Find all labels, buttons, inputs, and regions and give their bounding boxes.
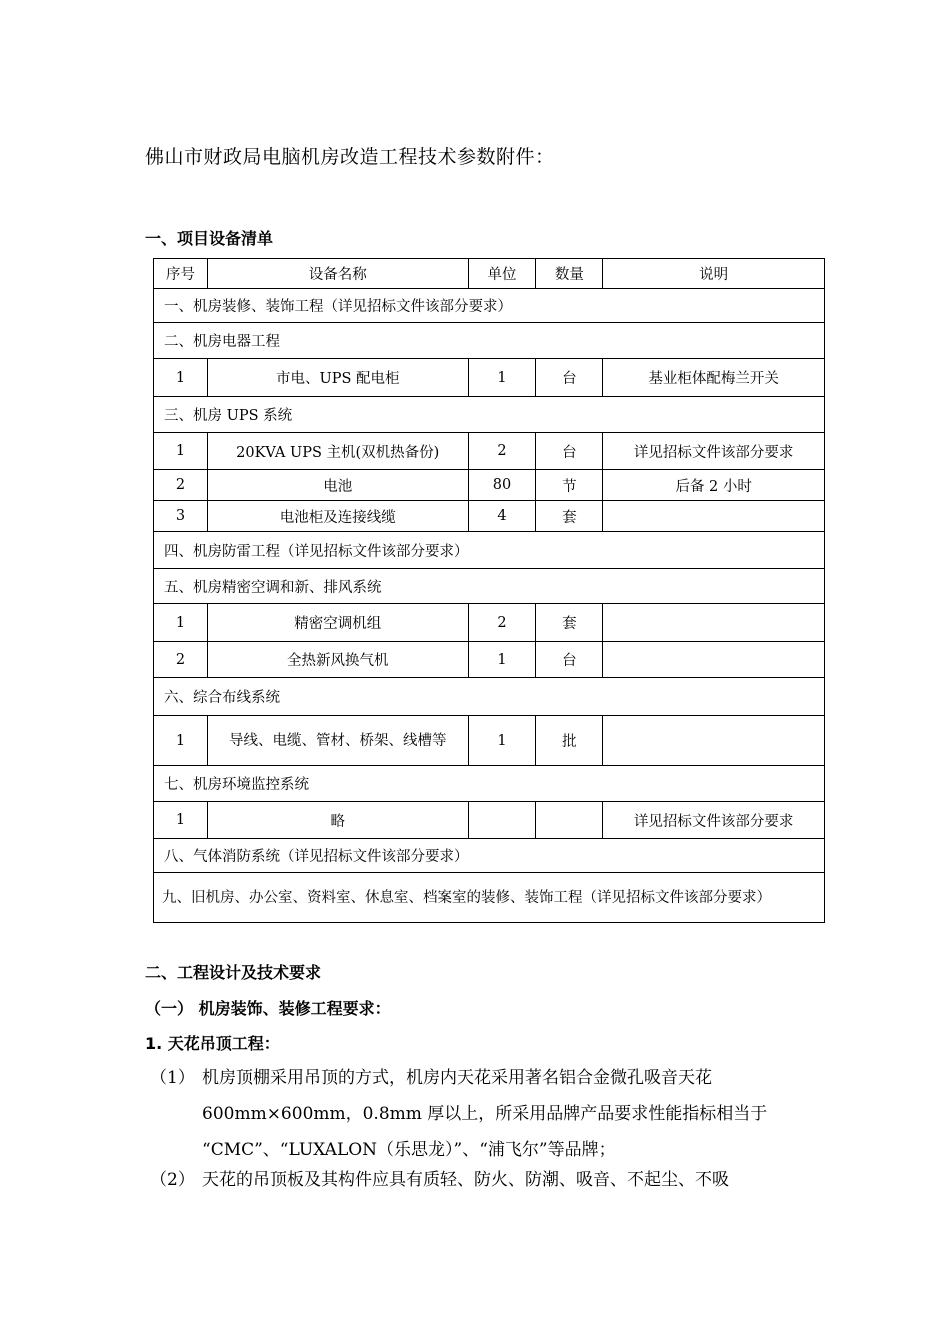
- subsection-heading-ceiling: 1. 天花吊顶工程：: [145, 1034, 280, 1053]
- cell-unit: 1: [468, 359, 536, 397]
- section-row-text: 六、综合布线系统: [154, 678, 825, 716]
- cell-quantity: 套: [536, 501, 603, 532]
- cell-unit: 2: [468, 433, 536, 470]
- header-description: 说明: [603, 259, 825, 289]
- paragraph-number: （2）: [150, 1170, 195, 1190]
- table-row: [154, 359, 825, 397]
- cell-quantity: [536, 802, 603, 839]
- cell-index: 2: [154, 470, 208, 501]
- cell-index: 1: [154, 604, 208, 642]
- table-row: [154, 716, 825, 766]
- table-header-row: [154, 259, 825, 289]
- cell-description: 后备 2 小时: [603, 470, 825, 501]
- table-section-row: [154, 678, 825, 716]
- table-section-row: [154, 766, 825, 802]
- section-row-text: 一、机房装修、装饰工程（详见招标文件该部分要求）: [154, 289, 825, 323]
- cell-quantity: 批: [536, 716, 603, 766]
- paragraph-line: “CMC”、“LUXALON（乐思龙）”、“浦飞尔”等品牌；: [202, 1140, 616, 1160]
- cell-unit: 1: [468, 716, 536, 766]
- cell-description: 基业柜体配梅兰开关: [603, 359, 825, 397]
- table-section-row: [154, 873, 825, 923]
- cell-description: [603, 716, 825, 766]
- table-row: [154, 501, 825, 532]
- cell-name: 全热新风换气机: [207, 642, 468, 678]
- cell-name: 略: [207, 802, 468, 839]
- header-unit: 单位: [468, 259, 536, 289]
- cell-description: 详见招标文件该部分要求: [603, 433, 825, 470]
- subsection-heading-decoration: （一） 机房装饰、装修工程要求：: [145, 999, 391, 1018]
- paragraph-line: 天花的吊顶板及其构件应具有质轻、防火、防潮、吸音、不起尘、不吸: [202, 1170, 729, 1190]
- table-section-row: [154, 289, 825, 323]
- cell-unit: 2: [468, 604, 536, 642]
- header-index: 序号: [154, 259, 208, 289]
- cell-description: [603, 642, 825, 678]
- cell-unit: [468, 802, 536, 839]
- table-row: [154, 604, 825, 642]
- cell-description: [603, 604, 825, 642]
- cell-description: [603, 501, 825, 532]
- cell-name: 市电、UPS 配电柜: [207, 359, 468, 397]
- cell-index: 1: [154, 433, 208, 470]
- equipment-table: [153, 258, 825, 923]
- table-section-row: [154, 323, 825, 359]
- cell-index: 1: [154, 716, 208, 766]
- table-row: [154, 642, 825, 678]
- cell-quantity: 台: [536, 359, 603, 397]
- section-row-text: 七、机房环境监控系统: [154, 766, 825, 802]
- cell-unit: 80: [468, 470, 536, 501]
- section-heading-equipment-list: 一、项目设备清单: [145, 229, 274, 248]
- table-section-row: [154, 839, 825, 873]
- table-row: [154, 470, 825, 501]
- cell-name: 精密空调机组: [207, 604, 468, 642]
- section-row-text: 三、机房 UPS 系统: [154, 397, 825, 433]
- cell-name: 20KVA UPS 主机(双机热备份): [207, 433, 468, 470]
- cell-quantity: 台: [536, 433, 603, 470]
- cell-index: 1: [154, 802, 208, 839]
- header-quantity: 数量: [536, 259, 603, 289]
- cell-index: 2: [154, 642, 208, 678]
- header-name: 设备名称: [207, 259, 468, 289]
- cell-quantity: 节: [536, 470, 603, 501]
- table-section-row: [154, 397, 825, 433]
- paragraph-line: 600mm×600mm，0.8mm 厚以上，所采用品牌产品要求性能指标相当于: [202, 1104, 768, 1124]
- paragraph-ceiling-1: [145, 1060, 810, 1168]
- table-section-row: [154, 532, 825, 569]
- cell-unit: 4: [468, 501, 536, 532]
- cell-name: 导线、电缆、管材、桥架、线槽等: [207, 716, 468, 766]
- section-row-text: 二、机房电器工程: [154, 323, 825, 359]
- section-row-text: 四、机房防雷工程（详见招标文件该部分要求）: [154, 532, 825, 569]
- paragraph-ceiling-2: [145, 1162, 810, 1198]
- table-section-row: [154, 569, 825, 604]
- section-row-text: 五、机房精密空调和新、排风系统: [154, 569, 825, 604]
- table-row: [154, 802, 825, 839]
- cell-name: 电池柜及连接线缆: [207, 501, 468, 532]
- section-row-text: 九、旧机房、办公室、资料室、休息室、档案室的装修、装饰工程（详见招标文件该部分要求）: [154, 873, 825, 923]
- cell-index: 1: [154, 359, 208, 397]
- cell-name: 电池: [207, 470, 468, 501]
- section-row-text: 八、气体消防系统（详见招标文件该部分要求）: [154, 839, 825, 873]
- cell-quantity: 台: [536, 642, 603, 678]
- page-title: 佛山市财政局电脑机房改造工程技术参数附件：: [145, 146, 555, 168]
- cell-quantity: 套: [536, 604, 603, 642]
- paragraph-number: （1）: [150, 1068, 195, 1088]
- table-row: [154, 433, 825, 470]
- paragraph-line: 机房顶棚采用吊顶的方式，机房内天花采用著名铝合金微孔吸音天花: [202, 1068, 712, 1088]
- cell-description: 详见招标文件该部分要求: [603, 802, 825, 839]
- section-heading-design-requirements: 二、工程设计及技术要求: [145, 963, 322, 982]
- cell-index: 3: [154, 501, 208, 532]
- cell-unit: 1: [468, 642, 536, 678]
